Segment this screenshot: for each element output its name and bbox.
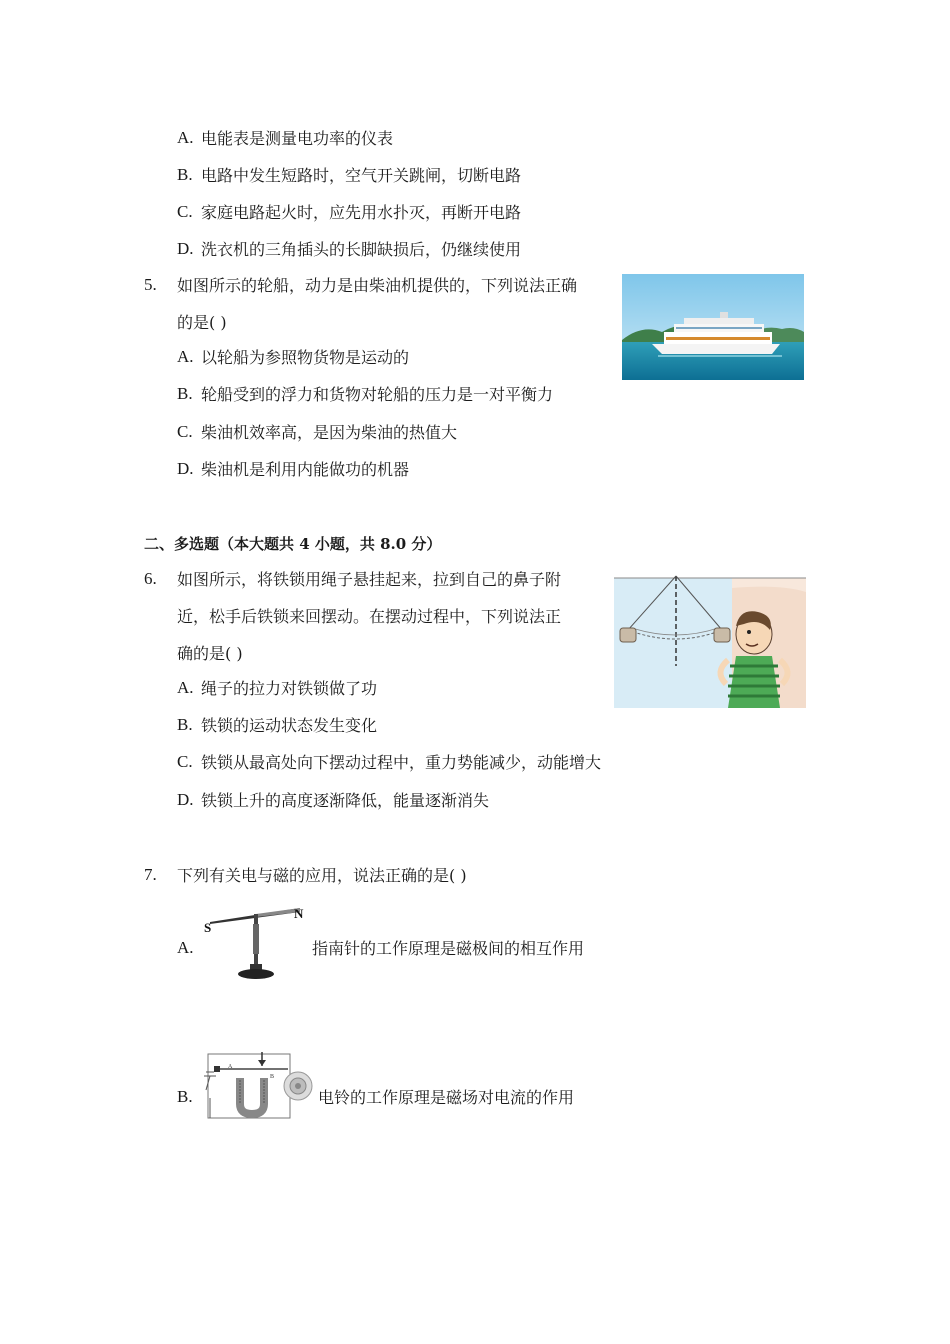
option-label: D.: [177, 459, 194, 478]
question-stem: 下列有关电与磁的应用，说法正确的是( ): [177, 866, 467, 885]
question-stem: 近，松手后铁锁来回摆动。在摆动过程中，下列说法正: [177, 607, 562, 626]
option-text: 铁锁的运动状态发生变化: [201, 716, 378, 735]
north-pole-label: N: [294, 906, 304, 921]
contact-a-label: A: [228, 1064, 233, 1070]
question-stem: 如图所示的轮船，动力是由柴油机提供的，下列说法正确: [177, 276, 578, 295]
question-number: 7.: [144, 865, 157, 884]
compass-needle-illustration: [200, 900, 310, 982]
option-label: D.: [177, 790, 194, 809]
option-label: B.: [177, 384, 193, 403]
option-text: 以轮船为参照物货物是运动的: [201, 348, 410, 367]
option-text: 柴油机是利用内能做功的机器: [201, 460, 410, 479]
option-text: 铁锁从最高处向下摆动过程中，重力势能减少，动能增大: [201, 753, 602, 772]
option-text: 柴油机效率高，是因为柴油的热值大: [201, 423, 458, 442]
option-text: 家庭电路起火时，应先用水扑灭，再断开电路: [201, 203, 522, 222]
option-text: 电能表是测量电功率的仪表: [201, 129, 394, 148]
option-label: B.: [177, 715, 193, 734]
option-label: B.: [177, 165, 193, 184]
option-label: A.: [177, 678, 194, 697]
option-text: 绳子的拉力对铁锁做了功: [201, 679, 378, 698]
south-pole-label: S: [204, 920, 212, 935]
cruise-ship-image: [622, 274, 804, 380]
option-text: 轮船受到的浮力和货物对轮船的压力是一对平衡力: [201, 385, 554, 404]
option-label: A.: [177, 128, 194, 147]
option-text: 电铃的工作原理是磁场对电流的作用: [318, 1088, 575, 1107]
option-label: C.: [177, 202, 193, 221]
option-label: B.: [177, 1087, 193, 1106]
option-text: 指南针的工作原理是磁极间的相互作用: [312, 939, 585, 958]
option-text: 电路中发生短路时，空气开关跳闸，切断电路: [201, 166, 522, 185]
option-text: 洗衣机的三角插头的长脚缺损后，仍继续使用: [201, 240, 522, 259]
question-stem: 的是( ): [177, 313, 227, 332]
option-label: A.: [177, 938, 194, 957]
option-label: D.: [177, 239, 194, 258]
section-heading: 二、多选题（本大题共 4 小题，共 8.0 分）: [144, 535, 442, 553]
option-text: 铁锁上升的高度逐渐降低，能量逐渐消失: [201, 791, 490, 810]
question-number: 6.: [144, 569, 157, 588]
option-label: A.: [177, 347, 194, 366]
question-stem: 如图所示，将铁锁用绳子悬挂起来，拉到自己的鼻子附: [177, 570, 562, 589]
pendulum-lock-illustration: [610, 572, 806, 710]
contact-b-label: B: [270, 1074, 275, 1080]
question-number: 5.: [144, 275, 157, 294]
option-label: C.: [177, 752, 193, 771]
question-stem: 确的是( ): [177, 644, 243, 663]
electric-bell-illustration: [200, 1046, 316, 1124]
option-label: C.: [177, 422, 193, 441]
